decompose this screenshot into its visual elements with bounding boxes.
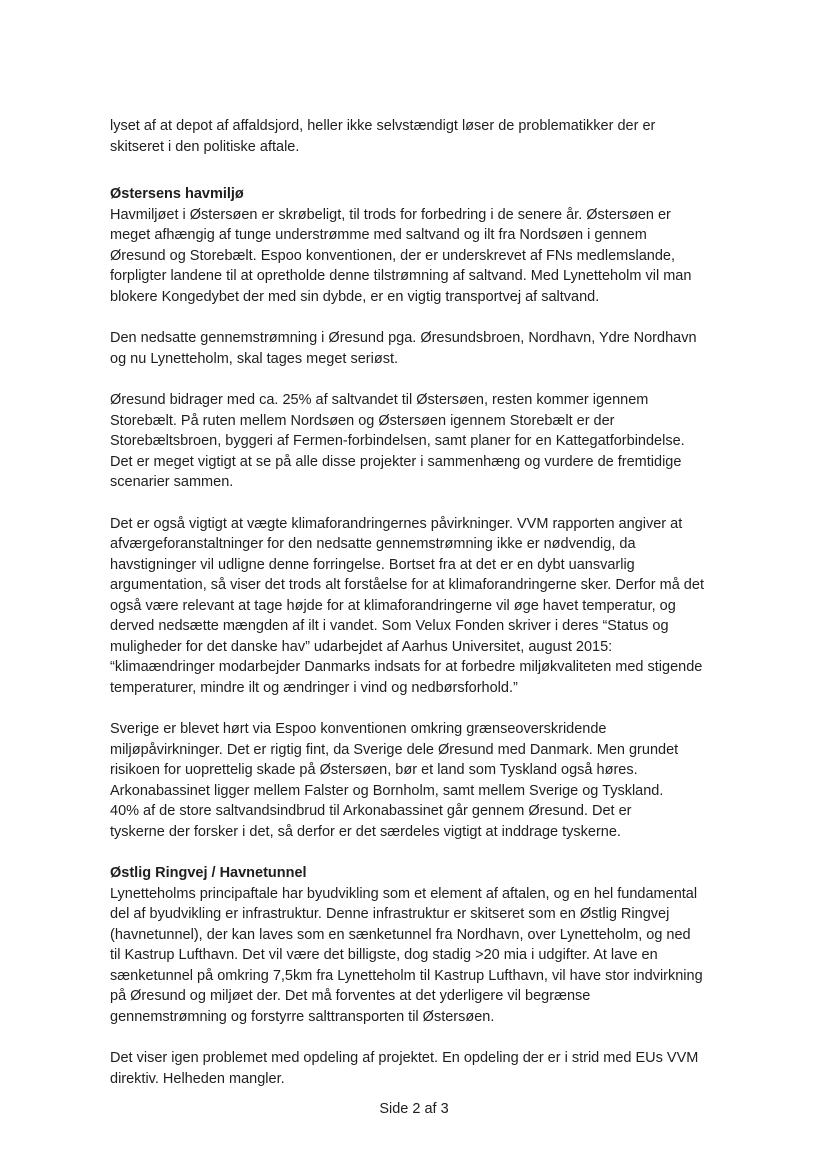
text-line: direktiv. Helheden mangler. — [110, 1070, 285, 1087]
text-line: Arkonabassinet ligger mellem Falster og Bornholm, samt mellem Sverige og Tyskland. — [110, 782, 664, 799]
text-line: 40% af de store saltvandsindbrud til Arkonabassinet går gennem Øresund. Det er — [110, 803, 632, 819]
paragraph — [110, 328, 740, 369]
text-line: forpligter landene til at opretholde denne tilstrømning af saltvand. Med Lynetteholm vil man — [110, 268, 692, 284]
text-line: Sverige er blevet hørt via Espoo konventionen omkring grænseoverskridende — [110, 721, 607, 737]
text-line: gennemstrømning og forstyrre salttransporten til Østersøen. — [110, 1008, 495, 1025]
text-line: Storebælt. På ruten mellem Nordsøen og Østersøen igennem Storebælt er der — [110, 412, 615, 429]
text-line: miljøpåvirkninger. Det er rigtig fint, da Sverige dele Øresund med Danmark. Men grundet — [110, 741, 679, 758]
text-line: på Øresund og miljøet der. Det må forventes at det yderligere vil begrænse — [110, 988, 591, 1004]
text-line: “klimaændringer modarbejder Danmarks indsats for at forbedre miljøkvaliteten med stigende — [110, 659, 703, 675]
text-line: havstigninger vil udligne denne forringelse. Bortset fra at det er en dybt uansvarlig — [110, 556, 635, 573]
text-line: Lynetteholms principaftale har byudvikling som et element af aftalen, og en hel fundamental — [110, 885, 698, 902]
page-body — [110, 116, 740, 1089]
text-line: Øresund bidrager med ca. 25% af saltvandet til Østersøen, resten kommer igennem — [110, 392, 649, 408]
text-line: til Kastrup Lufthavn. Det vil være det billigste, dog stadig >20 mia i udgifter. At lave en — [110, 947, 658, 963]
text-line: Det viser igen problemet med opdeling af projektet. En opdeling der er i strid med EUs VVM — [110, 1050, 699, 1066]
text-line: skitseret i den politiske aftale. — [110, 138, 300, 155]
text-line: argumentation, så viser det trods alt forståelse for at klimaforandringerne sker. Derfor må det — [110, 577, 704, 593]
text-line: afværgeforanstaltninger for den nedsatte gennemstrømning ikke er nødvendig, da — [110, 536, 636, 552]
text-line: derved nedsætte mængden af ilt i vandet. Som Velux Fonden skriver i deres “Status og — [110, 618, 669, 634]
paragraph — [110, 1048, 740, 1089]
text-line: også være relevant at tage højde for at klimaforandringerne vil øge havet temperatur, og — [110, 597, 676, 614]
text-line: Storebæltsbroen, byggeri af Fermen-forbindelsen, samt planer for en Kattegatforbindelse. — [110, 433, 685, 449]
intro-paragraph — [110, 116, 740, 157]
text-line: scenarier sammen. — [110, 474, 234, 490]
text-line: (havnetunnel), der kan laves som en sænketunnel fra Nordhavn, over Lynetteholm, og ned — [110, 926, 691, 943]
text-line: Den nedsatte gennemstrømning i Øresund pga. Øresundsbroen, Nordhavn, Ydre Nordhavn — [110, 330, 697, 346]
text-line: lyset af at depot af affaldsjord, heller ikke selvstændigt løser de problematikker der er — [110, 118, 656, 134]
section-heading-ringvej: Østlig Ringvej / Havnetunnel — [110, 865, 307, 881]
text-line: temperaturer, mindre ilt og ændringer i vind og nedbørsforhold.” — [110, 679, 518, 696]
text-line: tyskerne der forsker i det, så derfor er det særdeles vigtigt at inddrage tyskerne. — [110, 823, 621, 840]
paragraph — [110, 884, 740, 1028]
page-number: Side 2 af 3 — [379, 1101, 449, 1117]
text-line: Havmiljøet i Østersøen er skrøbeligt, til trods for forbedring i de senere år. Østersøen er — [110, 206, 671, 223]
text-line: muligheder for det danske hav” udarbejdet af Aarhus Universitet, august 2015: — [110, 638, 613, 655]
text-line: Det er også vigtigt at vægte klimaforandringernes påvirkninger. VVM rapporten angiver at — [110, 515, 683, 532]
section-heading-havmiljo: Østersens havmiljø — [110, 186, 244, 202]
text-line: og nu Lynetteholm, skal tages meget seriøst. — [110, 350, 398, 367]
text-line: sænketunnel på omkring 7,5km fra Lynetteholm til Kastrup Lufthavn, vil have stor indvirkning — [110, 967, 703, 984]
paragraph — [110, 390, 740, 493]
text-line: risikoen for uoprettelig skade på Østersøen, bør et land som Tyskland også høres. — [110, 762, 638, 778]
text-line: blokere Kongedybet der med sin dybde, er en vigtig transportvej af saltvand. — [110, 288, 600, 305]
text-line: del af byudvikling er infrastruktur. Denne infrastruktur er skitseret som en Østlig Ringvej — [110, 906, 670, 922]
text-line: meget afhængig af tunge understrømme med saltvand og ilt fra Nordsøen i gennem — [110, 227, 647, 243]
paragraph — [110, 514, 740, 699]
text-line: Øresund og Storebælt. Espoo konventionen, der er underskrevet af FNs medlemslande, — [110, 247, 675, 264]
paragraph — [110, 719, 740, 842]
paragraph — [110, 205, 740, 308]
text-line: Det er meget vigtigt at se på alle disse projekter i sammenhæng og vurdere de fremtidige — [110, 453, 682, 470]
